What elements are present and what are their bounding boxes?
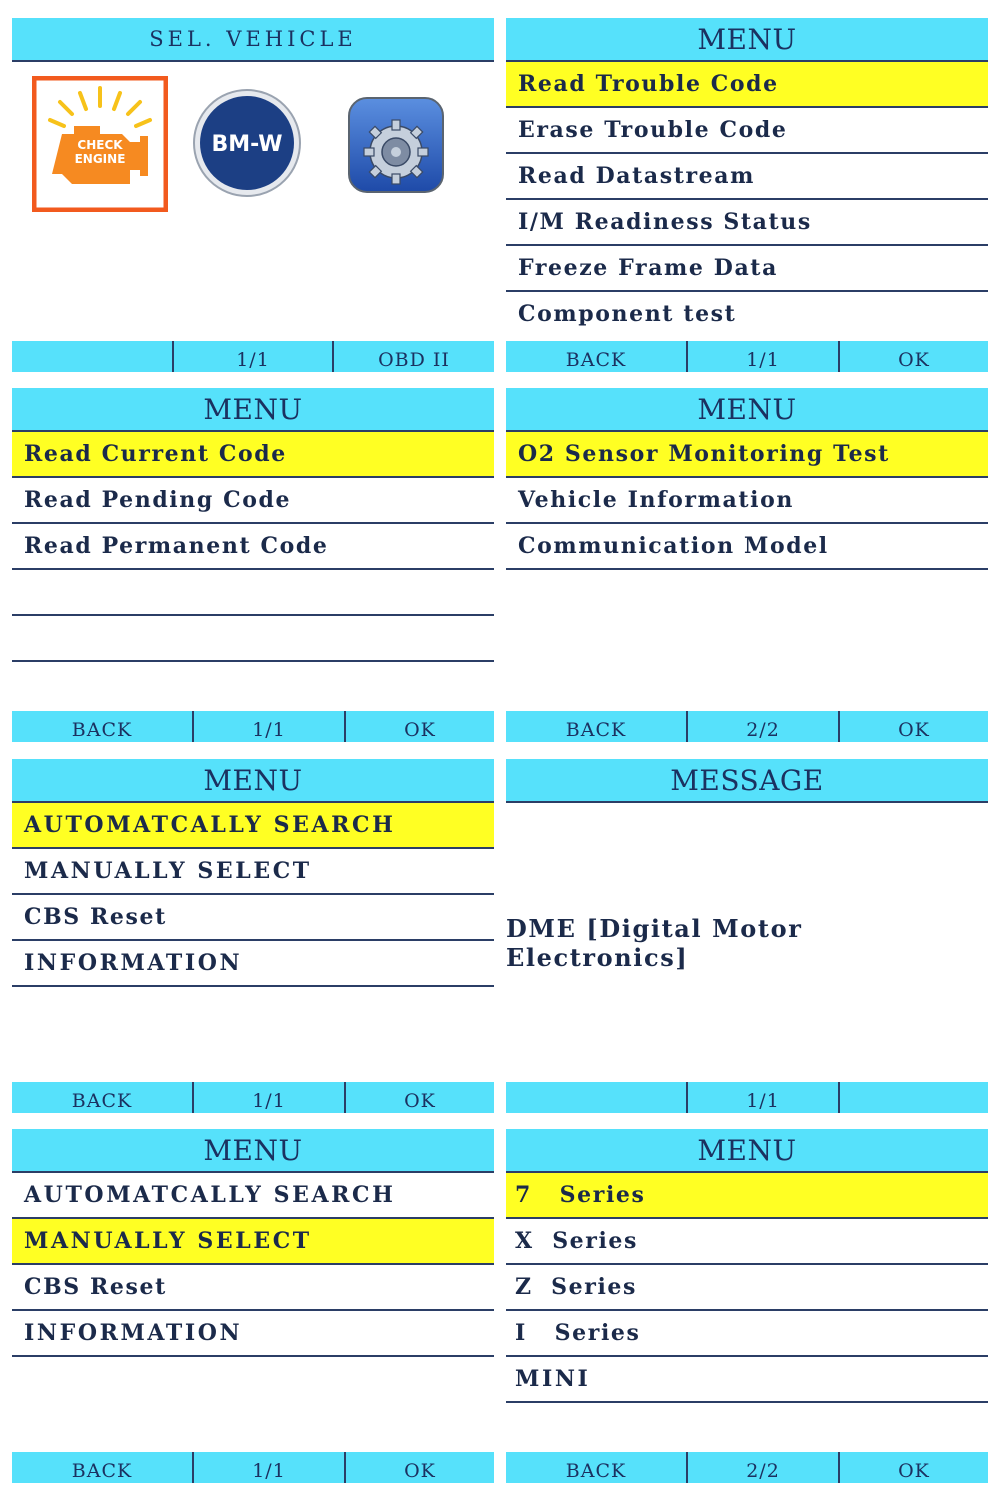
menu-item-information[interactable]: INFORMATION bbox=[12, 1311, 494, 1357]
back-button[interactable]: BACK bbox=[71, 1090, 133, 1112]
menu-item-automatcally-search[interactable]: AUTOMATCALLY SEARCH bbox=[12, 1173, 494, 1219]
screen-menu-series bbox=[506, 1129, 988, 1483]
page-indicator: 1/1 bbox=[192, 711, 344, 742]
page-indicator: 1/1 bbox=[192, 1452, 344, 1483]
footer-bar bbox=[12, 341, 494, 372]
menu-item-empty bbox=[12, 570, 494, 616]
obd-ii-button[interactable]: OBD II bbox=[332, 341, 494, 372]
menu-item-manually-select[interactable]: MANUALLY SELECT bbox=[12, 1219, 494, 1265]
screen-title: SEL. VEHICLE bbox=[12, 18, 494, 62]
menu-item-automatcally-search[interactable]: AUTOMATCALLY SEARCH bbox=[12, 803, 494, 849]
ok-button[interactable]: OK bbox=[344, 711, 494, 742]
page-indicator: 1/1 bbox=[192, 1082, 344, 1113]
menu-list bbox=[12, 803, 494, 987]
footer-bar bbox=[12, 1082, 494, 1113]
ok-button[interactable]: OK bbox=[838, 711, 988, 742]
menu-list bbox=[506, 62, 988, 336]
footer-left bbox=[12, 341, 172, 372]
screen-title: MENU bbox=[12, 388, 494, 432]
menu-item-i-series[interactable]: I Series bbox=[506, 1311, 988, 1357]
screen-menu-search-auto bbox=[12, 759, 494, 1113]
ok-button[interactable]: OK bbox=[838, 341, 988, 372]
screen-title: MENU bbox=[12, 759, 494, 803]
footer-right bbox=[838, 1082, 988, 1113]
svg-text:CHECK: CHECK bbox=[77, 138, 123, 152]
screen-menu-page2 bbox=[506, 388, 988, 742]
footer-bar bbox=[506, 711, 988, 742]
menu-item-manually-select[interactable]: MANUALLY SELECT bbox=[12, 849, 494, 895]
menu-item-communication-model[interactable]: Communication Model bbox=[506, 524, 988, 570]
svg-text:ENGINE: ENGINE bbox=[74, 152, 126, 166]
screen-sel-vehicle bbox=[12, 18, 494, 372]
menu-item-mini[interactable]: MINI bbox=[506, 1357, 988, 1403]
footer-left bbox=[506, 1082, 686, 1113]
back-button[interactable]: BACK bbox=[565, 719, 627, 741]
menu-item-read-datastream[interactable]: Read Datastream bbox=[506, 154, 988, 200]
menu-item-cbs-reset[interactable]: CBS Reset bbox=[12, 1265, 494, 1311]
ok-button[interactable]: OK bbox=[344, 1452, 494, 1483]
back-button[interactable]: BACK bbox=[565, 349, 627, 371]
menu-item-erase-trouble-code[interactable]: Erase Trouble Code bbox=[506, 108, 988, 154]
menu-list bbox=[506, 1173, 988, 1403]
menu-item-read-permanent-code[interactable]: Read Permanent Code bbox=[12, 524, 494, 570]
menu-item-z-series[interactable]: Z Series bbox=[506, 1265, 988, 1311]
screen-title: MENU bbox=[506, 18, 988, 62]
svg-text:BM-W: BM-W bbox=[211, 132, 283, 157]
ok-button[interactable]: OK bbox=[838, 1452, 988, 1483]
menu-list bbox=[506, 432, 988, 570]
menu-item-read-pending-code[interactable]: Read Pending Code bbox=[12, 478, 494, 524]
ok-button[interactable]: OK bbox=[344, 1082, 494, 1113]
back-button[interactable]: BACK bbox=[71, 719, 133, 741]
page-indicator: 1/1 bbox=[686, 341, 838, 372]
menu-item-component-test[interactable]: Component test bbox=[518, 301, 737, 327]
back-button[interactable]: BACK bbox=[71, 1460, 133, 1482]
page-indicator: 2/2 bbox=[686, 711, 838, 742]
screen-title: MENU bbox=[506, 1129, 988, 1173]
screen-menu-main bbox=[506, 18, 988, 372]
footer-bar bbox=[506, 341, 988, 372]
screen-message bbox=[506, 759, 988, 1113]
message-text: DME [Digital Motor Electronics] bbox=[506, 913, 803, 972]
bmw-icon[interactable] bbox=[192, 88, 302, 198]
page-indicator: 1/1 bbox=[172, 341, 332, 372]
menu-item-im-readiness-status[interactable]: I/M Readiness Status bbox=[506, 200, 988, 246]
footer-bar bbox=[506, 1452, 988, 1483]
menu-item-7-series[interactable]: 7 Series bbox=[506, 1173, 988, 1219]
screen-title: MESSAGE bbox=[506, 759, 988, 803]
footer-bar bbox=[506, 1082, 988, 1113]
vehicle-icon-grid bbox=[12, 62, 494, 341]
menu-item-cbs-reset[interactable]: CBS Reset bbox=[12, 895, 494, 941]
check-engine-icon[interactable] bbox=[32, 76, 168, 212]
screen-menu-codes bbox=[12, 388, 494, 742]
menu-item-empty bbox=[12, 616, 494, 662]
menu-item-x-series[interactable]: X Series bbox=[506, 1219, 988, 1265]
screen-menu-search-manual bbox=[12, 1129, 494, 1483]
menu-list bbox=[12, 432, 494, 662]
back-button[interactable]: BACK bbox=[565, 1460, 627, 1482]
menu-list bbox=[12, 1173, 494, 1357]
menu-item-o2-sensor-monitoring-test[interactable]: O2 Sensor Monitoring Test bbox=[506, 432, 988, 478]
footer-bar bbox=[12, 1452, 494, 1483]
footer-bar bbox=[12, 711, 494, 742]
menu-item-vehicle-information[interactable]: Vehicle Information bbox=[506, 478, 988, 524]
menu-item-read-trouble-code[interactable]: Read Trouble Code bbox=[506, 62, 988, 108]
settings-gear-icon[interactable] bbox=[347, 96, 445, 194]
page-indicator: 2/2 bbox=[686, 1452, 838, 1483]
menu-item-freeze-frame-data[interactable]: Freeze Frame Data bbox=[506, 246, 988, 292]
screen-title: MENU bbox=[506, 388, 988, 432]
menu-item-information[interactable]: INFORMATION bbox=[12, 941, 494, 987]
page-indicator: 1/1 bbox=[686, 1082, 838, 1113]
menu-item-read-current-code[interactable]: Read Current Code bbox=[12, 432, 494, 478]
screen-title: MENU bbox=[12, 1129, 494, 1173]
